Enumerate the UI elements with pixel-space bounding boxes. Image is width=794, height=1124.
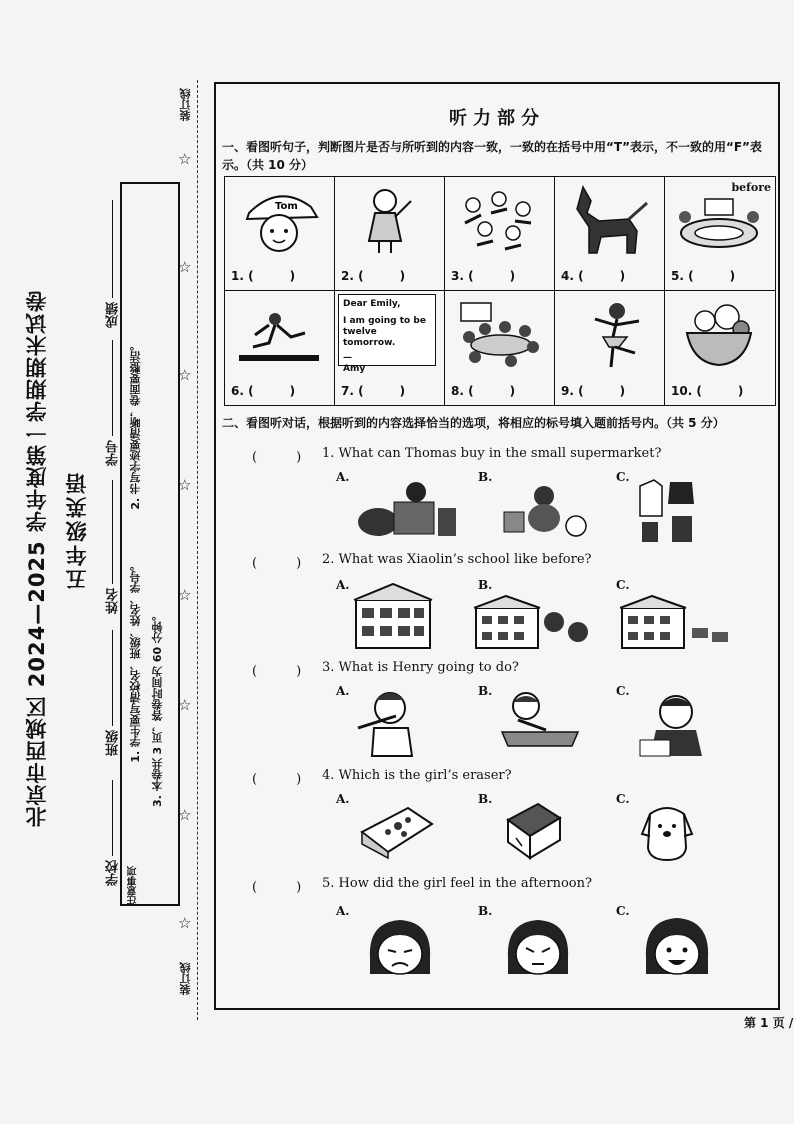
school-playground-picture (675, 183, 763, 255)
flower-eraser-picture (358, 802, 436, 860)
answer-4[interactable]: 4. ( ) (561, 269, 626, 283)
q5-bracket[interactable]: ( ) (252, 880, 302, 895)
answer-2[interactable]: 2. ( ) (341, 269, 406, 283)
pic-cell-10 (665, 291, 775, 405)
field-id-line (112, 340, 113, 436)
answer-9[interactable]: 9. ( ) (561, 384, 626, 398)
pic-cell-9 (555, 291, 665, 405)
pic-cell-8 (445, 291, 555, 405)
birthday-note (338, 294, 436, 374)
q3-text: 3. What is Henry going to do? (322, 660, 519, 675)
binding-line-top: 装订线 (179, 88, 192, 121)
star-icon: ☆ (178, 366, 192, 384)
pic-cell-4 (555, 177, 665, 291)
q1-option-a: A. (336, 470, 350, 484)
q3-option-b: B. (478, 684, 493, 698)
sad-girl-face-picture (366, 918, 434, 976)
girl-waving-picture (345, 183, 433, 255)
angry-girl-face-picture (504, 918, 572, 976)
q2-option-b: B. (478, 578, 493, 592)
q2-text: 2. What was Xiaolin’s school like before? (322, 552, 592, 567)
children-playing-picture (455, 183, 543, 255)
star-icon: ☆ (178, 258, 192, 276)
classroom-party-picture (455, 297, 543, 369)
picture-grid (224, 176, 776, 406)
food-bowl-picture (675, 297, 763, 369)
note-line: Amy (343, 364, 366, 374)
section-title: 听力部分 (449, 108, 545, 129)
answer-8[interactable]: 8. ( ) (451, 384, 516, 398)
big-school-picture (352, 580, 434, 650)
pic-cell-1 (225, 177, 335, 291)
field-score-line (112, 200, 113, 298)
field-school-line (112, 780, 113, 856)
star-icon: ☆ (178, 806, 192, 824)
exam-title: 北京市西城区 2024—2025 学年度第一学期期末试卷 (25, 290, 49, 828)
q1-text: 1. What can Thomas buy in the small supermarket? (322, 446, 662, 461)
field-id: 学号 (106, 440, 121, 466)
ballet-dancer-picture (565, 297, 653, 369)
dog-eraser-picture (640, 800, 694, 862)
field-class: 班级 (106, 730, 121, 756)
notice-label: 注意事项 (128, 866, 139, 906)
part2-instruction: 二、看图听对话，根据听到的内容选择恰当的选项，将相应的标号填入题前括号内。（共 5 分） (222, 416, 725, 430)
pic-cell-6 (225, 291, 335, 405)
answer-6[interactable]: 6. ( ) (231, 384, 296, 398)
pic-cell-3 (445, 177, 555, 291)
star-icon: ☆ (178, 914, 192, 932)
q3-bracket[interactable]: ( ) (252, 664, 302, 679)
q5-text: 5. How did the girl feel in the afternoon? (322, 876, 592, 891)
binding-dash (197, 80, 198, 1020)
q4-text: 4. Which is the girl’s eraser? (322, 768, 512, 783)
note-line: twelve tomorrow. (343, 327, 396, 348)
notice-item-3: 3. 本卷共 3 页，答卷时间为 60 分钟。 (151, 610, 164, 807)
field-name: 姓名 (106, 588, 121, 614)
clothes-picture (636, 476, 700, 544)
answer-1[interactable]: 1. ( ) (231, 269, 296, 283)
note-line: — (343, 353, 352, 363)
notice-item-2: 2. 书写字迹要清晰，卷面要整洁。 (129, 340, 142, 510)
note-line: Dear Emily, (343, 299, 401, 309)
boy-drawing-picture (498, 688, 582, 750)
q3-option-a: A. (336, 684, 350, 698)
q5-option-b: B. (478, 904, 493, 918)
long-jump-picture (235, 297, 323, 369)
star-icon: ☆ (178, 150, 192, 168)
q1-option-b: B. (478, 470, 493, 484)
boy-cap-picture (235, 183, 323, 255)
note-line: I am going to be (343, 316, 426, 326)
part1-instruction: 一、看图听句子，判断图片是否与所听到的内容一致，一致的在括号中用“T”表示，不一致的用“F”表示。（共 10 分） (222, 140, 762, 172)
star-icon: ☆ (178, 476, 192, 494)
happy-girl-face-picture (642, 916, 712, 976)
svg-text:Tom: Tom (275, 201, 298, 212)
q4-option-c: C. (616, 792, 630, 806)
school-with-desks-picture (620, 594, 734, 650)
q1-option-c: C. (616, 470, 630, 484)
star-icon: ☆ (178, 586, 192, 604)
q4-bracket[interactable]: ( ) (252, 772, 302, 787)
boy-writing-picture (636, 690, 710, 758)
boy-playing-flute-picture (356, 688, 418, 758)
answer-7[interactable]: 7. ( ) (341, 384, 406, 398)
binding-line-bottom: 装订线 (179, 962, 192, 995)
page-number: 第 1 页 / (744, 1016, 794, 1030)
dog-picture (565, 183, 653, 255)
field-school: 学校 (106, 860, 121, 886)
grade-subject: 五年级英语 (65, 470, 89, 590)
star-icon: ☆ (178, 696, 192, 714)
answer-10[interactable]: 10. ( ) (671, 384, 744, 398)
pic-cell-5 (665, 177, 775, 291)
q2-bracket[interactable]: ( ) (252, 556, 302, 571)
field-class-line (112, 630, 113, 726)
answer-5[interactable]: 5. ( ) (671, 269, 736, 283)
q4-option-a: A. (336, 792, 350, 806)
answer-3[interactable]: 3. ( ) (451, 269, 516, 283)
toys-picture (496, 482, 592, 542)
q1-bracket[interactable]: ( ) (252, 450, 302, 465)
notice-item-1: 1. 学生要写清校名、班级、姓名、学号。 (129, 560, 142, 763)
field-name-line (112, 480, 113, 584)
q2-option-c: C. (616, 578, 630, 592)
block-eraser-picture (500, 798, 566, 864)
q3-option-c: C. (616, 684, 630, 698)
q5-option-a: A. (336, 904, 350, 918)
before-label: before (731, 181, 771, 194)
field-score: 成绩 (106, 302, 121, 328)
q5-option-c: C. (616, 904, 630, 918)
pic-cell-2 (335, 177, 445, 291)
q4-option-b: B. (478, 792, 493, 806)
school-with-trees-picture (474, 594, 594, 650)
q2-option-a: A. (336, 578, 350, 592)
food-items-picture (354, 478, 464, 542)
